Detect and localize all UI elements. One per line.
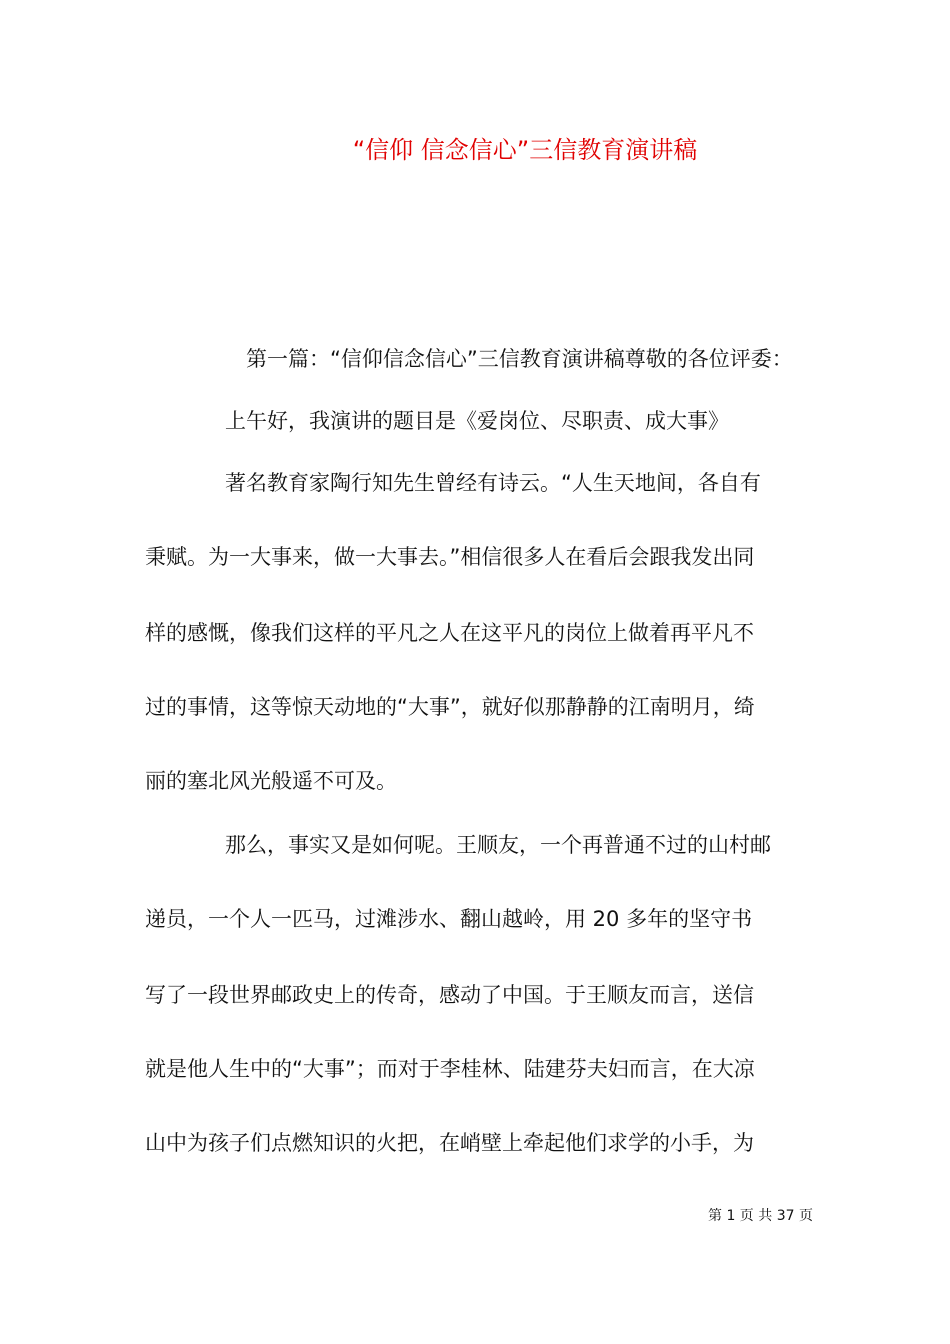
paragraph-line: 样的感慨，像我们这样的平凡之人在这平凡的岗位上做着再平凡不: [145, 621, 754, 645]
paragraph-line: 丽的塞北风光般遥不可及。: [145, 769, 397, 793]
paragraph-line: 就是他人生中的“大事”；而对于李桂林、陆建芬夫妇而言，在大凉: [145, 1057, 755, 1081]
paragraph-line: 秉赋。为一大事来，做一大事去。”相信很多人在看后会跟我发出同: [145, 545, 755, 569]
paragraph-line: 第一篇：“信仰信念信心”三信教育演讲稿尊敬的各位评委：: [246, 347, 793, 371]
paragraph-line: 递员，一个人一匹马，过滩涉水、翻山越岭，用 20 多年的坚守书: [145, 907, 753, 931]
paragraph-line: 著名教育家陶行知先生曾经有诗云。“人生天地间，各自有: [225, 471, 761, 495]
paragraph-line: 过的事情，这等惊天动地的“大事”，就好似那静静的江南明月，绮: [145, 695, 755, 719]
document-title: “信仰 信念信心”三信教育演讲稿: [352, 136, 698, 164]
paragraph-line: 那么，事实又是如何呢。王顺友，一个再普通不过的山村邮: [225, 833, 771, 857]
paragraph-line: 山中为孩子们点燃知识的火把，在峭壁上牵起他们求学的小手，为: [145, 1131, 754, 1155]
paragraph-line: 写了一段世界邮政史上的传奇，感动了中国。于王顺友而言，送信: [145, 983, 754, 1007]
paragraph-line: 上午好，我演讲的题目是《爱岗位、尽职责、成大事》: [225, 409, 729, 433]
page-number-footer: 第 1 页 共 37 页: [708, 1208, 813, 1224]
